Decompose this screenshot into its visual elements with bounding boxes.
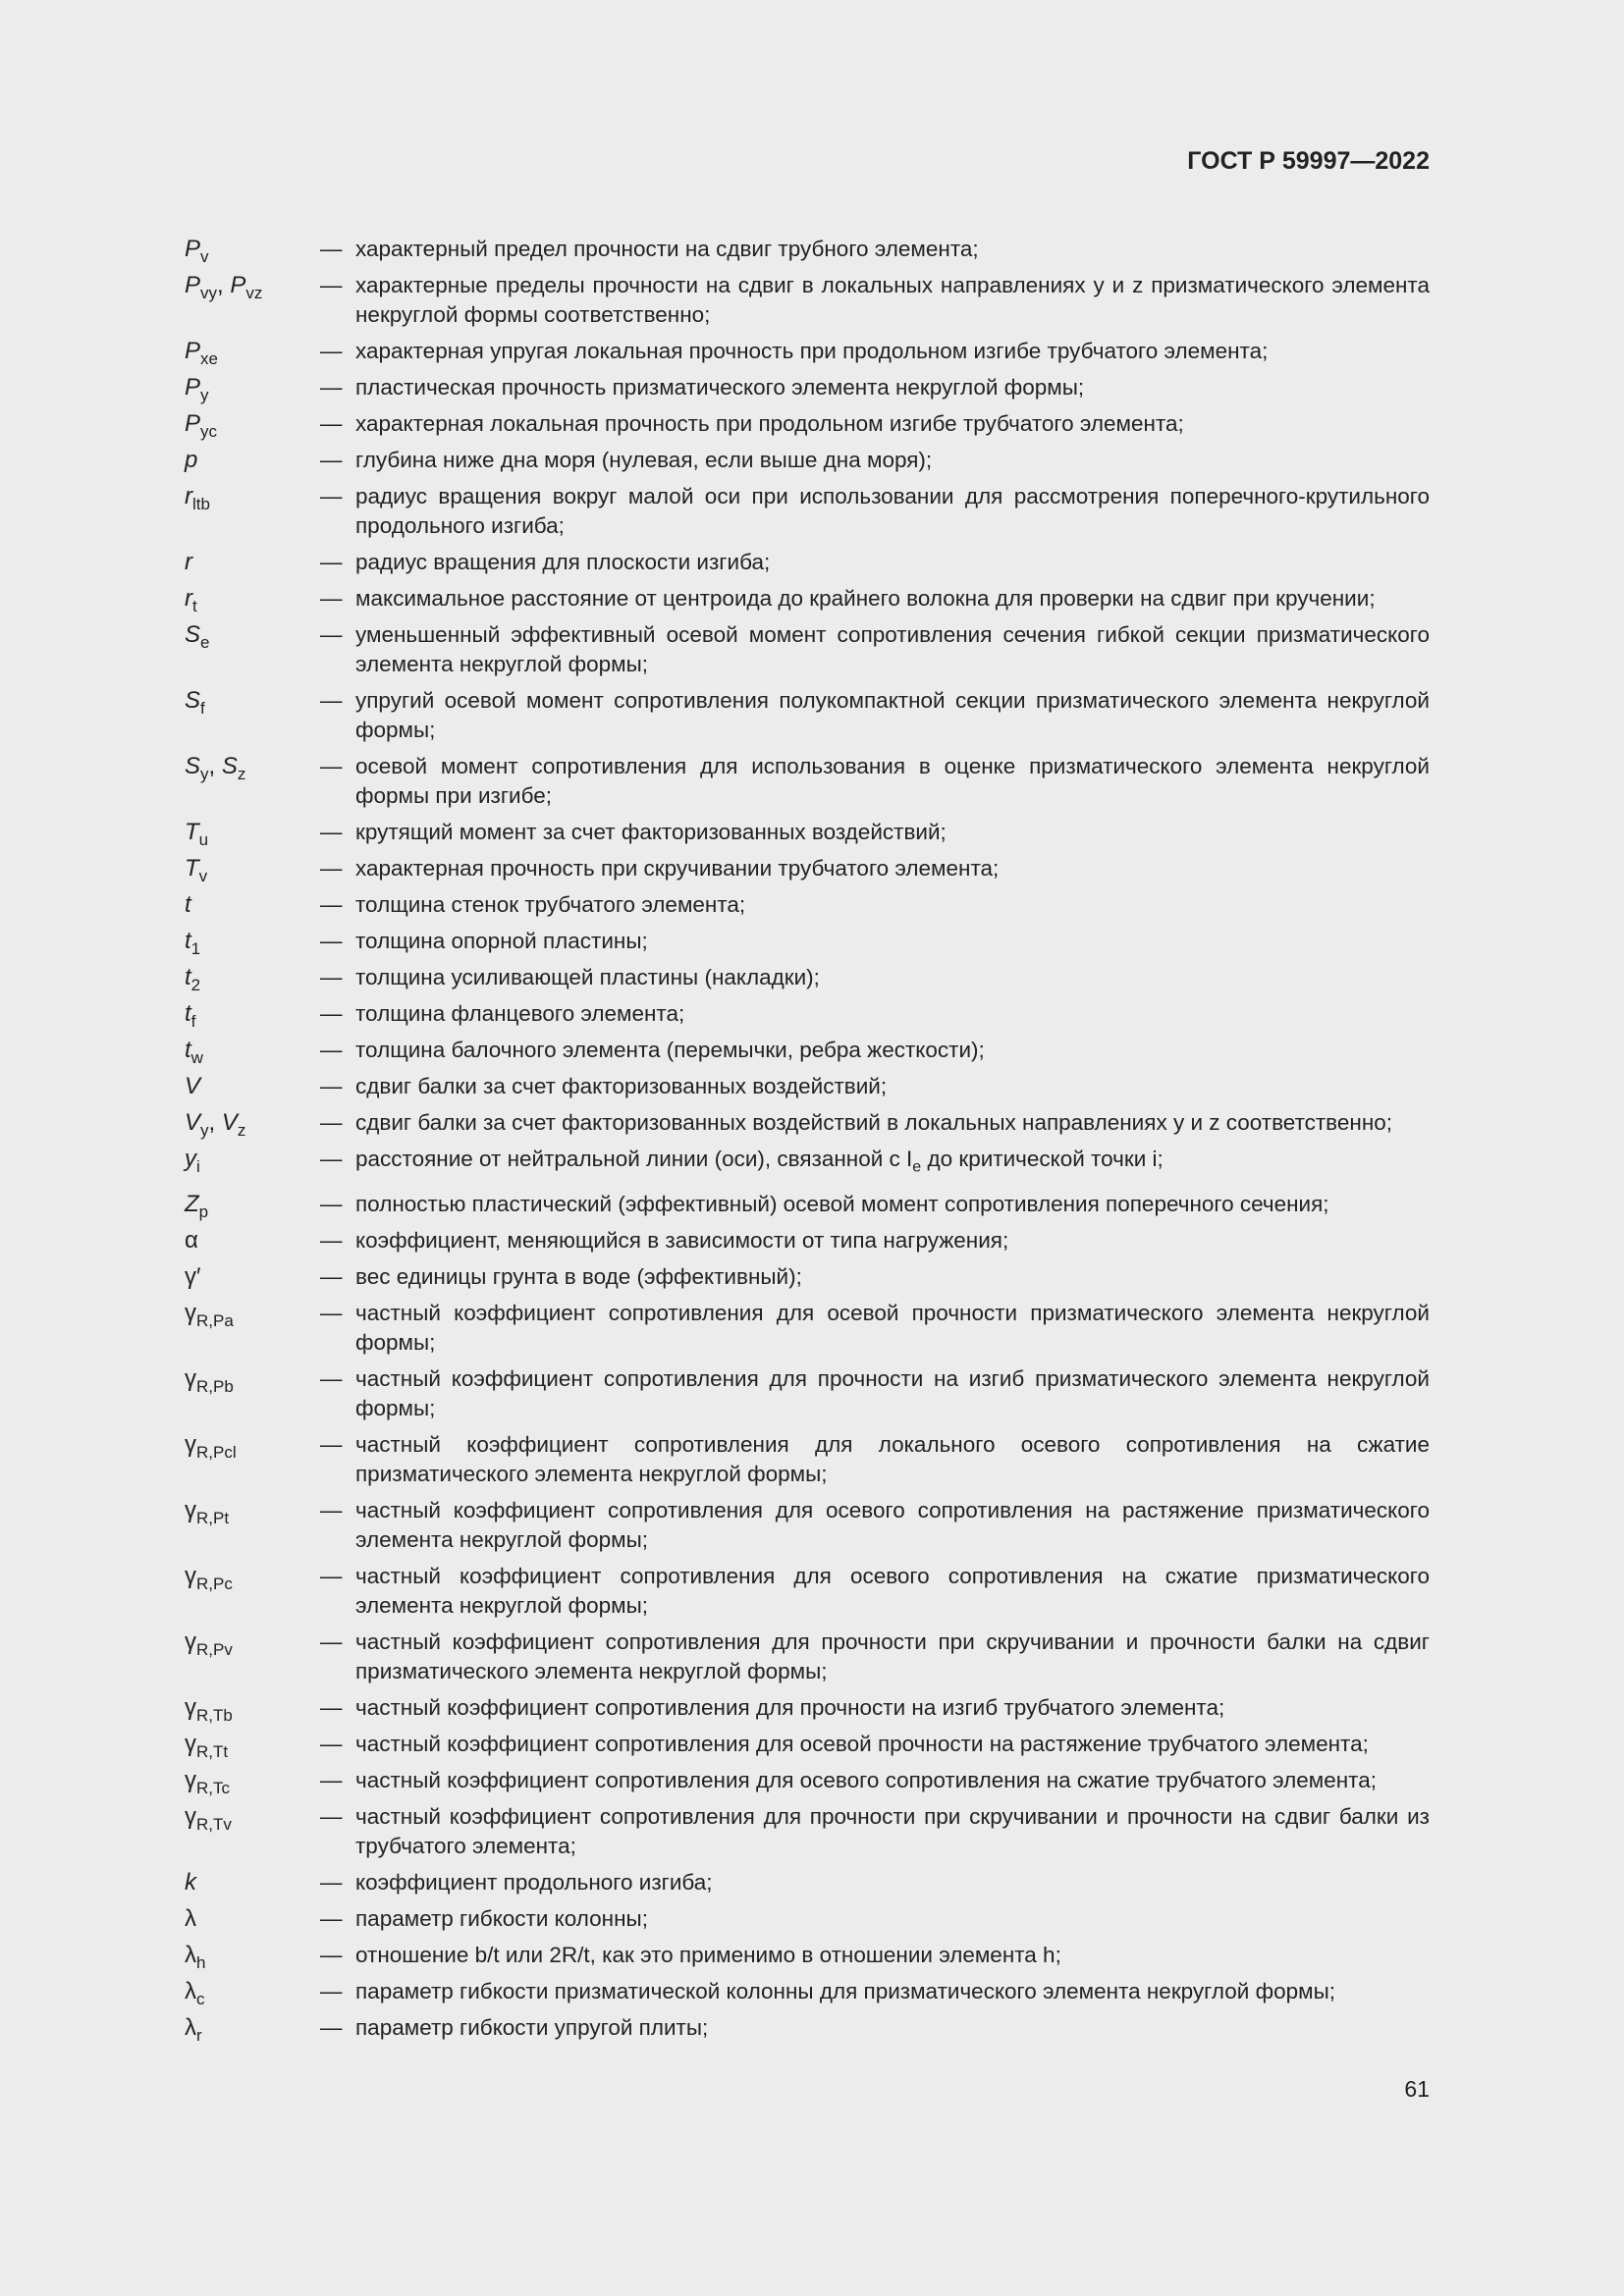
definitions-list <box>185 235 1430 2050</box>
symbol: $\gamma_{R,Pcl}$ <box>185 1430 237 1462</box>
dash: — <box>320 273 343 297</box>
dash: — <box>320 688 343 713</box>
definition-row <box>185 1730 1430 1759</box>
definition-text: коэффициент, меняющийся в зависимости от типа нагружения; <box>355 1227 1009 1253</box>
definition-text: радиус вращения для плоскости изгиба; <box>355 550 771 574</box>
definition-row <box>185 854 1430 883</box>
symbol: $T_u$ <box>185 819 209 849</box>
dash: — <box>320 856 343 881</box>
symbol: $S_y$, $S_z$ <box>185 753 246 783</box>
definition-text: характерные пределы прочности на сдвиг в локальных направлениях y и z призматического элемента некруглой формы соответственно; <box>355 273 1430 327</box>
definition-row <box>185 1072 1430 1101</box>
symbol: $\lambda_c$ <box>185 1977 205 2008</box>
definition-text: коэффициент продольного изгиба; <box>355 1869 713 1895</box>
dash: — <box>320 1942 343 1967</box>
definition-row <box>185 1941 1430 1970</box>
definition-text: характерная локальная прочность при продольном изгибе трубчатого элемента; <box>355 411 1184 436</box>
dash: — <box>320 1767 343 1792</box>
definition-text: толщина балочного элемента (перемычки, ребра жесткости); <box>355 1038 985 1062</box>
definition-row <box>185 999 1430 1029</box>
dash: — <box>320 411 343 436</box>
definition-text: крутящий момент за счет факторизованных воздействий; <box>355 820 947 844</box>
symbol: $V_y$, $V_z$ <box>185 1109 246 1140</box>
definition-row <box>185 1628 1430 1686</box>
dash: — <box>320 1803 343 1829</box>
dash: — <box>320 1431 343 1457</box>
symbol: $\gamma_{R,Tt}$ <box>185 1730 229 1761</box>
symbol: p <box>185 447 198 473</box>
definition-row <box>185 752 1430 811</box>
definition-text: характерный предел прочности на сдвиг трубного элемента; <box>355 237 979 261</box>
dash: — <box>320 965 343 989</box>
symbol: $\lambda_h$ <box>185 1941 206 1972</box>
symbol: $S_f$ <box>185 687 205 718</box>
definition-text: вес единицы грунта в воде (эффективный); <box>355 1263 802 1289</box>
definition-text: отношение b/t или 2R/t, как это применимо в отношении элемента h; <box>355 1942 1061 1967</box>
definition-text: характерная прочность при скручивании трубчатого элемента; <box>355 856 1000 881</box>
symbol: $t_1$ <box>185 928 201 958</box>
dash: — <box>320 1978 343 2003</box>
definition-row <box>185 1868 1430 1897</box>
definition-row <box>185 235 1430 264</box>
definition-row <box>185 1977 1430 2006</box>
definition-row <box>185 1262 1430 1292</box>
dash: — <box>320 1001 343 1026</box>
definition-text: частный коэффициент сопротивления для осевого сопротивления на растяжение призматического элемента некруглой формы; <box>355 1497 1430 1552</box>
symbol: $r_t$ <box>185 585 197 615</box>
definition-row <box>185 818 1430 847</box>
definition-row <box>185 1693 1430 1723</box>
dash: — <box>320 1497 343 1522</box>
dash: — <box>320 1731 343 1756</box>
definition-row <box>185 620 1430 679</box>
definition-row <box>185 927 1430 956</box>
definition-row <box>185 1108 1430 1138</box>
definition-row <box>185 1226 1430 1255</box>
definition-text: частный коэффициент сопротивления для прочности при скручивании и прочности на сдвиг балки из трубчатого элемента; <box>355 1803 1430 1858</box>
dash: — <box>320 1110 343 1135</box>
definition-text: частный коэффициент сопротивления для прочности на изгиб призматического элемента некруглой формы; <box>355 1365 1430 1420</box>
symbol: $T_v$ <box>185 855 208 885</box>
dash: — <box>320 820 343 844</box>
definition-text: полностью пластический (эффективный) осевой момент сопротивления поперечного сечения; <box>355 1191 1329 1216</box>
definition-text: уменьшенный эффективный осевой момент сопротивления сечения гибкой секции призматического элемента некруглой формы; <box>355 622 1430 676</box>
definition-row <box>185 337 1430 366</box>
definition-text: расстояние от нейтральной линии (оси), связанной с $I_e$ до критической точки i; <box>355 1147 1164 1176</box>
dash: — <box>320 237 343 261</box>
definition-row <box>185 1036 1430 1065</box>
definition-text: частный коэффициент сопротивления для локального осевого сопротивления на сжатие призматического элемента некруглой формы; <box>355 1431 1430 1486</box>
definition-row <box>185 1145 1430 1183</box>
symbol: V <box>185 1073 201 1099</box>
symbol: $S_e$ <box>185 621 210 652</box>
dash: — <box>320 929 343 953</box>
definition-text: сдвиг балки за счет факторизованных воздействий в локальных направлениях y и z соответственно; <box>355 1110 1393 1135</box>
symbol: γ′ <box>185 1262 201 1290</box>
symbol: $\gamma_{R,Pc}$ <box>185 1562 233 1593</box>
definition-text: параметр гибкости призматической колонны для призматического элемента некруглой формы; <box>355 1978 1336 2003</box>
page-number: 61 <box>1404 2076 1430 2102</box>
symbol: $t_2$ <box>185 964 201 994</box>
dash: — <box>320 892 343 917</box>
definition-row <box>185 1802 1430 1861</box>
definition-text: частный коэффициент сопротивления для осевой прочности призматического элемента некруглой формы; <box>355 1300 1430 1355</box>
dash: — <box>320 375 343 400</box>
symbol: λ <box>185 1904 196 1932</box>
symbol: $\gamma_{R,Pb}$ <box>185 1364 234 1396</box>
symbol: $Z_p$ <box>185 1190 209 1221</box>
dash: — <box>320 1694 343 1720</box>
definition-row <box>185 1562 1430 1621</box>
symbol: t <box>185 891 191 918</box>
definition-row <box>185 1364 1430 1423</box>
symbol: $\lambda_r$ <box>185 2013 202 2045</box>
definition-text: сдвиг балки за счет факторизованных воздействий; <box>355 1074 888 1098</box>
dash: — <box>320 1191 343 1216</box>
dash: — <box>320 484 343 508</box>
dash: — <box>320 1563 343 1588</box>
symbol: α <box>185 1226 198 1254</box>
dash: — <box>320 339 343 363</box>
definition-text: радиус вращения вокруг малой оси при использовании для рассмотрения поперечного-крутильного продольного изгиба; <box>355 484 1430 538</box>
definition-text: характерная упругая локальная прочность при продольном изгибе трубчатого элемента; <box>355 339 1269 363</box>
definition-row <box>185 1766 1430 1795</box>
definition-text: частный коэффициент сопротивления для прочности на изгиб трубчатого элемента; <box>355 1694 1225 1720</box>
symbol: $\gamma_{R,Tb}$ <box>185 1693 233 1725</box>
dash: — <box>320 1629 343 1654</box>
definition-text: толщина усиливающей пластины (накладки); <box>355 965 820 989</box>
definition-row <box>185 2013 1430 2043</box>
dash: — <box>320 754 343 778</box>
dash: — <box>320 1074 343 1098</box>
definition-text: параметр гибкости упругой плиты; <box>355 2014 709 2040</box>
symbol: $\gamma_{R,Pt}$ <box>185 1496 230 1527</box>
definition-text: пластическая прочность призматического элемента некруглой формы; <box>355 375 1085 400</box>
symbol: $\gamma_{R,Pa}$ <box>185 1299 234 1330</box>
symbol: $t_w$ <box>185 1037 203 1067</box>
definition-row <box>185 482 1430 541</box>
definition-text: максимальное расстояние от центроида до крайнего волокна для проверки на сдвиг при кручении; <box>355 586 1376 611</box>
definition-row <box>185 548 1430 577</box>
definition-text: толщина опорной пластины; <box>355 929 648 953</box>
definition-text: упругий осевой момент сопротивления полукомпактной секции призматического элемента некруглой формы; <box>355 688 1430 742</box>
symbol: k <box>185 1868 196 1896</box>
definition-row <box>185 963 1430 992</box>
symbol: $P_{xe}$ <box>185 338 218 368</box>
dash: — <box>320 448 343 472</box>
dash: — <box>320 1038 343 1062</box>
definition-row <box>185 1190 1430 1219</box>
dash: — <box>320 1227 343 1253</box>
symbol: $\gamma_{R,Tc}$ <box>185 1766 230 1797</box>
dash: — <box>320 586 343 611</box>
definition-row <box>185 1299 1430 1358</box>
symbol: $P_y$ <box>185 374 209 404</box>
symbol: $\gamma_{R,Tv}$ <box>185 1802 232 1834</box>
symbol: $P_{yc}$ <box>185 410 218 441</box>
symbol: $\gamma_{R,Pv}$ <box>185 1628 233 1659</box>
symbol: $y_i$ <box>185 1146 200 1176</box>
definition-text: параметр гибкости колонны; <box>355 1905 648 1931</box>
definition-text: глубина ниже дна моря (нулевая, если выше дна моря); <box>355 448 933 472</box>
definition-row <box>185 1496 1430 1555</box>
symbol: $r_{ltb}$ <box>185 483 210 513</box>
definition-row <box>185 446 1430 475</box>
definition-text: толщина фланцевого элемента; <box>355 1001 685 1026</box>
definition-row <box>185 890 1430 920</box>
definition-text: частный коэффициент сопротивления для прочности при скручивании и прочности балки на сдвиг призматического элемента некруглой формы; <box>355 1629 1430 1683</box>
definition-row <box>185 271 1430 330</box>
dash: — <box>320 1905 343 1931</box>
dash: — <box>320 622 343 647</box>
dash: — <box>320 1869 343 1895</box>
definition-row <box>185 1430 1430 1489</box>
definition-row <box>185 584 1430 614</box>
symbol: $P_v$ <box>185 236 209 266</box>
definition-row <box>185 686 1430 745</box>
definition-row <box>185 1904 1430 1934</box>
dash: — <box>320 1365 343 1391</box>
definition-text: частный коэффициент сопротивления для осевого сопротивления на сжатие призматического элемента некруглой формы; <box>355 1563 1430 1618</box>
definition-text: частный коэффициент сопротивления для осевого сопротивления на сжатие трубчатого элемента; <box>355 1767 1377 1792</box>
dash: — <box>320 1300 343 1325</box>
symbol: $t_f$ <box>185 1000 196 1031</box>
dash: — <box>320 1263 343 1289</box>
definition-row <box>185 409 1430 439</box>
page-header: ГОСТ Р 59997—2022 <box>1187 147 1430 175</box>
definition-text: осевой момент сопротивления для использования в оценке призматического элемента некруглой формы при изгибе; <box>355 754 1430 808</box>
dash: — <box>320 550 343 574</box>
dash: — <box>320 1147 343 1171</box>
definition-text: частный коэффициент сопротивления для осевой прочности на растяжение трубчатого элемента; <box>355 1731 1369 1756</box>
symbol: r <box>185 549 192 575</box>
definition-text: толщина стенок трубчатого элемента; <box>355 892 746 917</box>
symbol: $P_{vy}$, $P_{vz}$ <box>185 272 263 302</box>
definition-row <box>185 373 1430 402</box>
dash: — <box>320 2014 343 2040</box>
